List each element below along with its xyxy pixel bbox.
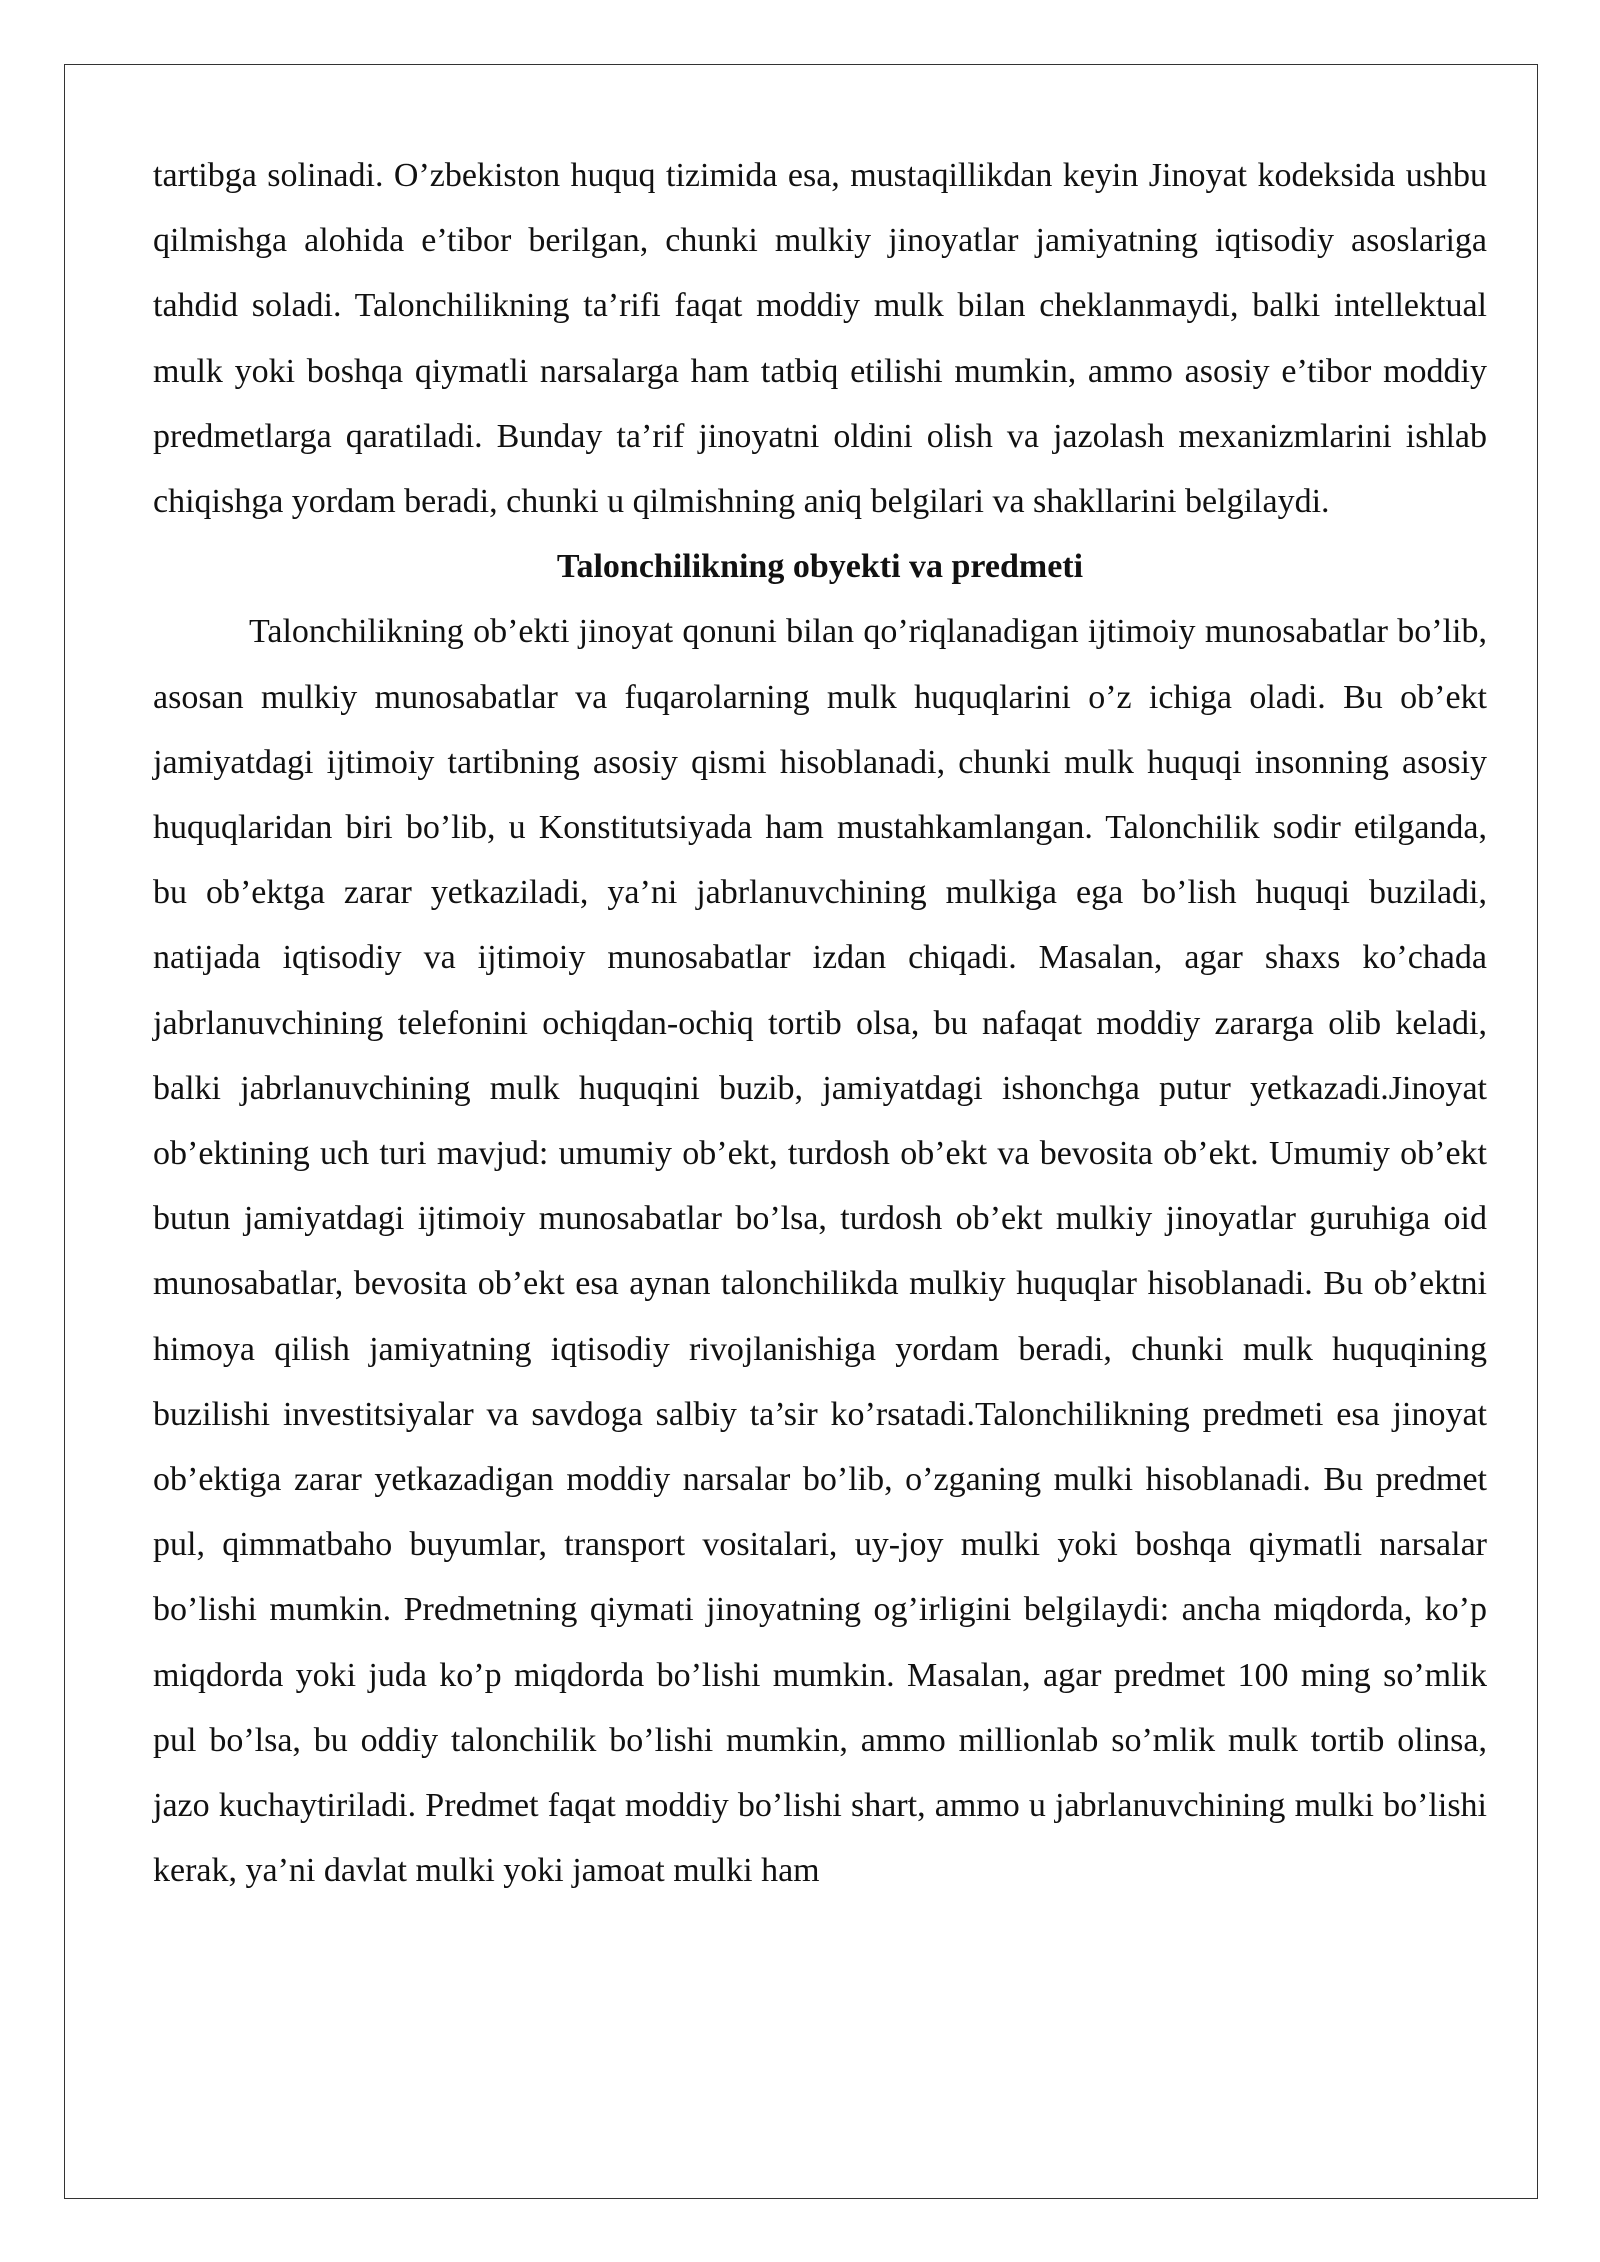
section-heading: Talonchilikning obyekti va predmeti: [556, 548, 1084, 586]
paragraph-object-and-subject: Talonchilikning ob’ekti jinoyat qonuni bilan qo’riqlanadigan ijtimoiy munosabatlar bo’lib, asosan mulkiy munosabatlar va fuqarolarning mulk huquqlarini o’z ichiga oladi. Bu ob’ekt jamiyatdagi ijtimoiy tartibning asosiy qismi hisoblanadi, chunki mulk huquqi insonning asosiy huquqlaridan biri bo’lib, u Konstitutsiyada ham mustahkamlangan. Talonchilik sodir etilganda, bu ob’ektga zarar yetkaziladi, ya’ni jabrlanuvchining mulkiga ega bo’lish huquqi buziladi, natijada iqtisodiy va ijtimoiy munosabatlar izdan chiqadi. Masalan, agar shaxs ko’chada jabrlanuvchining telefonini ochiqdan-ochiq tortib olsa, bu nafaqat moddiy zararga olib keladi, balki jabrlanuvchining mulk huquqini buzib, jamiyatdagi ishonchga putur yetkazadi.Jinoyat ob’ektining uch turi mavjud: umumiy ob’ekt, turdosh ob’ekt va bevosita ob’ekt. Umumiy ob’ekt butun jamiyatdagi ijtimoiy munosabatlar bo’lsa, turdosh ob’ekt mulkiy jinoyatlar guruhiga oid munosabatlar, bevosita ob’ekt esa aynan talonchilikda mulkiy huquqlar hisoblanadi. Bu ob’ektni himoya qilish jamiyatning iqtisodiy rivojlanishiga yordam beradi, chunki mulk huquqining buzilishi investitsiyalar va savdoga salbiy ta’sir ko’rsatadi.Talonchilikning predmeti esa jinoyat ob’ektiga zarar yetkazadigan moddiy narsalar bo’lib, o’zganing mulki hisoblanadi. Bu predmet pul, qimmatbaho buyumlar, transport vositalari, uy-joy mulki yoki boshqa qiymatli narsalar bo’lishi mumkin. Predmetning qiymati jinoyatning og’irligini belgilaydi: ancha miqdorda, ko’p miqdorda yoki juda ko’p miqdorda bo’lishi mumkin. Masalan, agar predmet 100 ming so’mlik pul bo’lsa, bu oddiy talonchilik bo’lishi mumkin, ammo millionlab so’mlik mulk tortib olinsa, jazo kuchaytiriladi. Predmet faqat moddiy bo’lishi shart, ammo u jabrlanuvchining mulki bo’lishi kerak, ya’ni davlat mulki yoki jamoat mulki ham: [153, 613, 1487, 1890]
document-body: [153, 143, 1487, 1903]
paragraph-intro-continuation: tartibga solinadi. O’zbekiston huquq tizimida esa, mustaqillikdan keyin Jinoyat kodeksida ushbu qilmishga alohida e’tibor berilgan, chunki mulkiy jinoyatlar jamiyatning iqtisodiy asoslariga tahdid soladi. Talonchilikning ta’rifi faqat moddiy mulk bilan cheklanmaydi, balki intellektual mulk yoki boshqa qiymatli narsalarga ham tatbiq etilishi mumkin, ammo asosiy e’tibor moddiy predmetlarga qaratiladi. Bunday ta’rif jinoyatni oldini olish va jazolash mexanizmlarini ishlab chiqishga yordam beradi, chunki u qilmishning aniq belgilari va shakllarini belgilaydi.: [153, 157, 1487, 521]
